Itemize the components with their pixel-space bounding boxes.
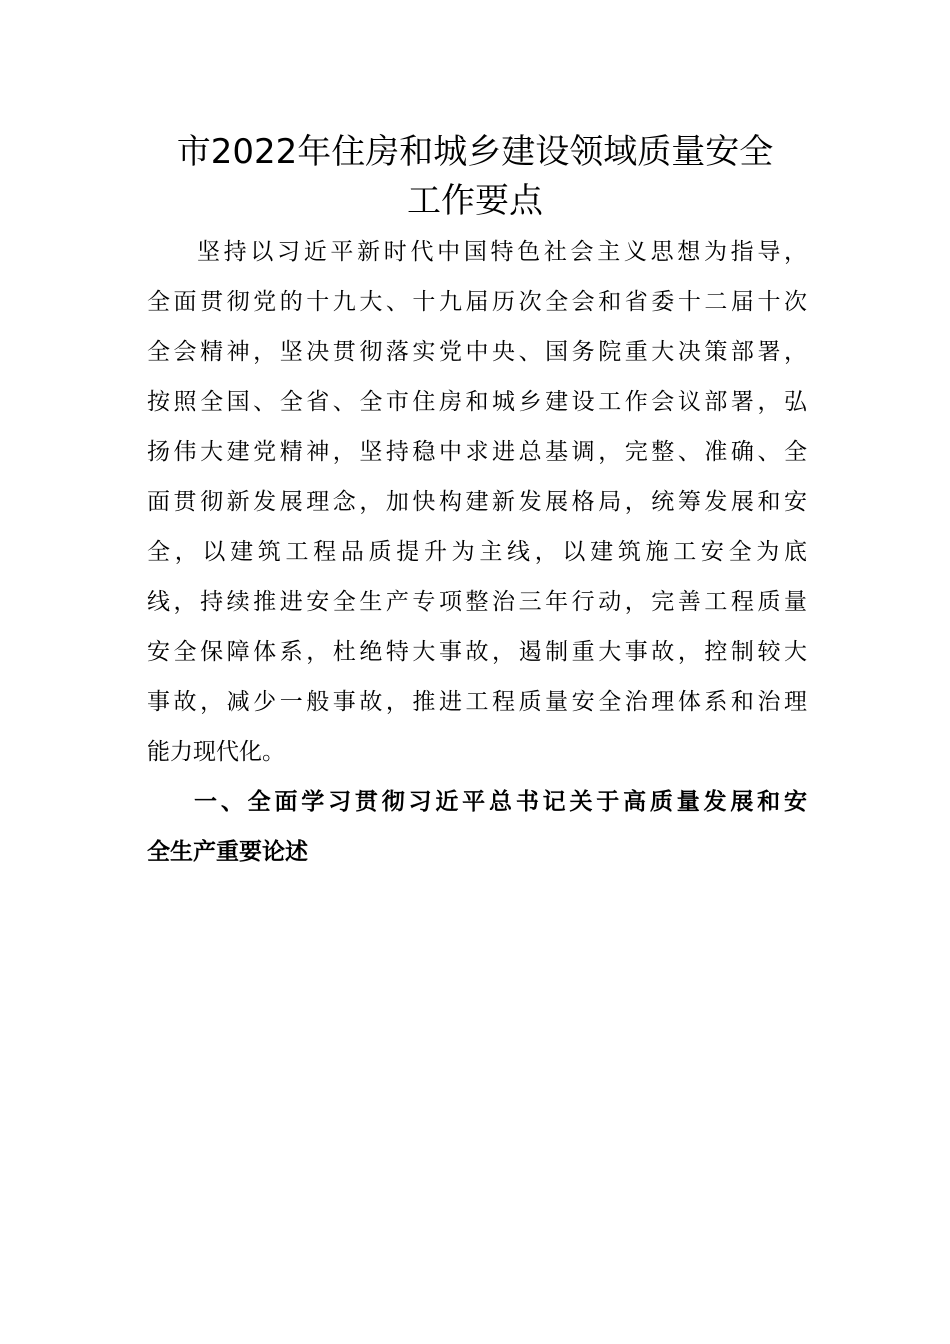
intro-paragraph-line: 全会精神，坚决贯彻落实党中央、国务院重大决策部署， xyxy=(147,339,807,365)
intro-paragraph-line: 扬伟大建党精神，坚持稳中求进总基调，完整、准确、全 xyxy=(147,439,807,465)
intro-paragraph-line: 全，以建筑工程品质提升为主线，以建筑施工安全为底 xyxy=(147,539,807,565)
intro-paragraph-line: 事故，减少一般事故，推进工程质量安全治理体系和治理 xyxy=(147,689,807,715)
intro-paragraph-line: 线，持续推进安全生产专项整治三年行动，完善工程质量 xyxy=(147,589,807,615)
intro-paragraph-line: 全面贯彻党的十九大、十九届历次全会和省委十二届十次 xyxy=(147,289,807,315)
intro-paragraph-line: 能力现代化。 xyxy=(147,739,285,765)
intro-paragraph-line: 面贯彻新发展理念，加快构建新发展格局，统筹发展和安 xyxy=(147,489,807,515)
section-heading-line: 一、全面学习贯彻习近平总书记关于高质量发展和安 xyxy=(194,789,807,815)
document-title-line-2: 工作要点 xyxy=(407,181,543,221)
intro-paragraph-line: 按照全国、全省、全市住房和城乡建设工作会议部署，弘 xyxy=(147,389,807,415)
intro-paragraph-line: 安全保障体系，杜绝特大事故，遏制重大事故，控制较大 xyxy=(147,639,807,665)
section-heading-line: 全生产重要论述 xyxy=(147,839,308,865)
document-title-line-1: 市2022年住房和城乡建设领域质量安全 xyxy=(176,132,774,172)
intro-paragraph-line: 坚持以习近平新时代中国特色社会主义思想为指导， xyxy=(197,239,807,265)
